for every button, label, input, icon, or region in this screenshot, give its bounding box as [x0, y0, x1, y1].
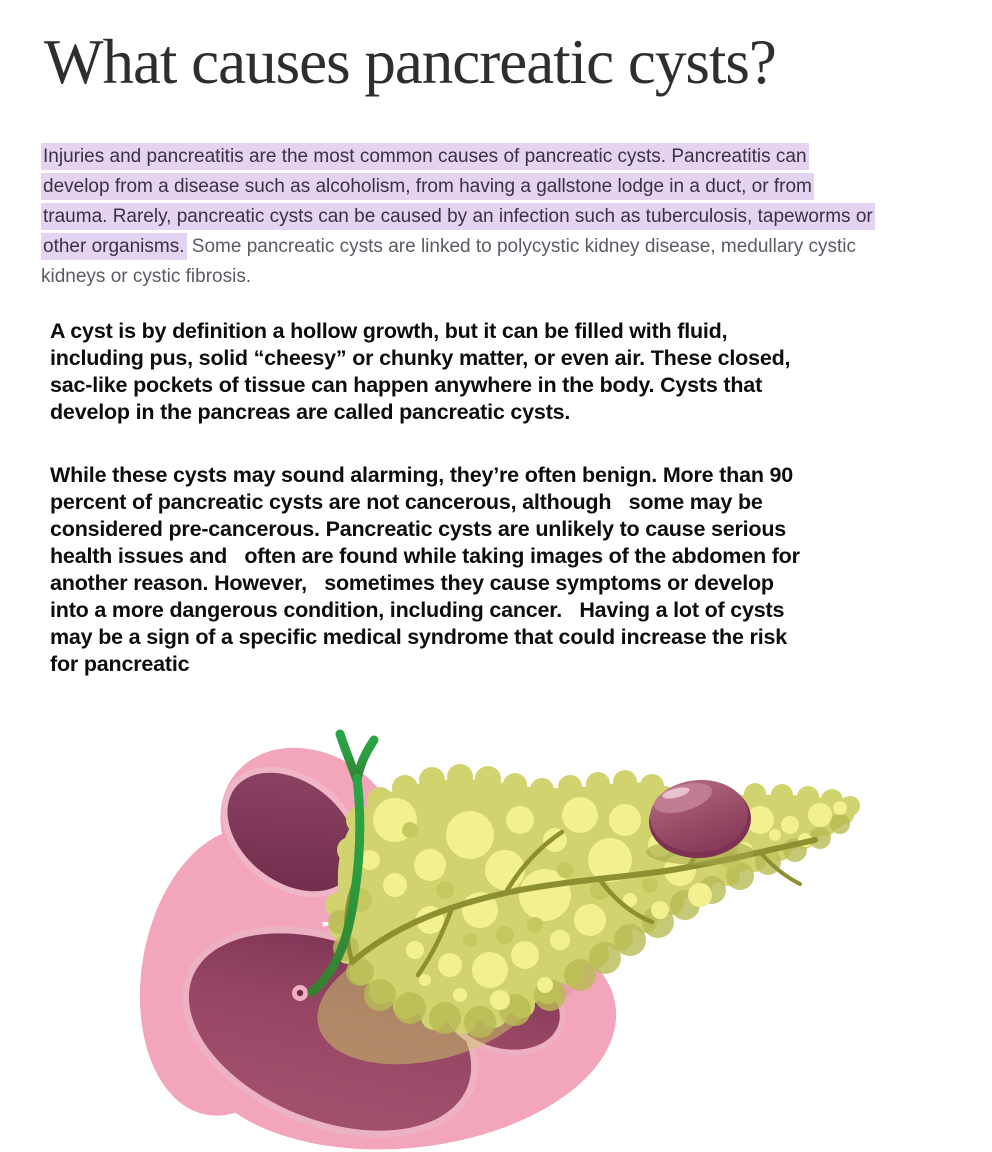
highlighted-text: develop from a disease such as alcoholism, from having a gallstone lodge in a duct, or from	[41, 173, 814, 200]
intro-paragraph	[41, 142, 981, 292]
paragraph-line: develop in the pancreas are called pancreatic cysts.	[50, 400, 571, 424]
highlighted-text: other organisms.	[41, 233, 187, 260]
paragraph-line: While these cysts may sound alarming, they’re often benign. More than 90	[50, 463, 794, 487]
paragraph-line: A cyst is by definition a hollow growth, but it can be filled with fluid,	[50, 319, 728, 343]
highlighted-text: trauma. Rarely, pancreatic cysts can be caused by an infection such as tuberculosis, tapeworms or	[41, 203, 875, 230]
intro-line	[41, 202, 981, 232]
body-paragraph-2	[50, 462, 985, 678]
intro-line	[41, 262, 981, 292]
paragraph-line: including pus, solid “cheesy” or chunky matter, or even air. These closed,	[50, 346, 791, 370]
paragraph-line: for pancreatic	[50, 652, 190, 676]
intro-line	[41, 142, 981, 172]
plain-text: kidneys or cystic fibrosis.	[41, 266, 252, 287]
body-paragraph-1	[50, 318, 985, 426]
intro-line	[41, 232, 981, 262]
duodenal-papilla	[292, 985, 308, 1001]
plain-text: Some pancreatic cysts are linked to polycystic kidney disease, medullary cystic	[186, 236, 857, 257]
paragraph-line: percent of pancreatic cysts are not cancerous, although some may be	[50, 490, 763, 514]
paragraph-line: health issues and often are found while taking images of the abdomen for	[50, 544, 800, 568]
paragraph-line: another reason. However, sometimes they cause symptoms or develop	[50, 571, 774, 595]
intro-line	[41, 172, 981, 202]
paragraph-line: into a more dangerous condition, including cancer. Having a lot of cysts	[50, 598, 785, 622]
paragraph-line: sac-like pockets of tissue can happen anywhere in the body. Cysts that	[50, 373, 763, 397]
pancreas-illustration	[0, 700, 992, 1152]
page-title: What causes pancreatic cysts?	[44, 27, 776, 97]
paragraph-line: considered pre-cancerous. Pancreatic cysts are unlikely to cause serious	[50, 517, 787, 541]
paragraph-line: may be a sign of a specific medical syndrome that could increase the risk	[50, 625, 787, 649]
highlighted-text: Injuries and pancreatitis are the most common causes of pancreatic cysts. Pancreatitis can	[41, 143, 809, 170]
